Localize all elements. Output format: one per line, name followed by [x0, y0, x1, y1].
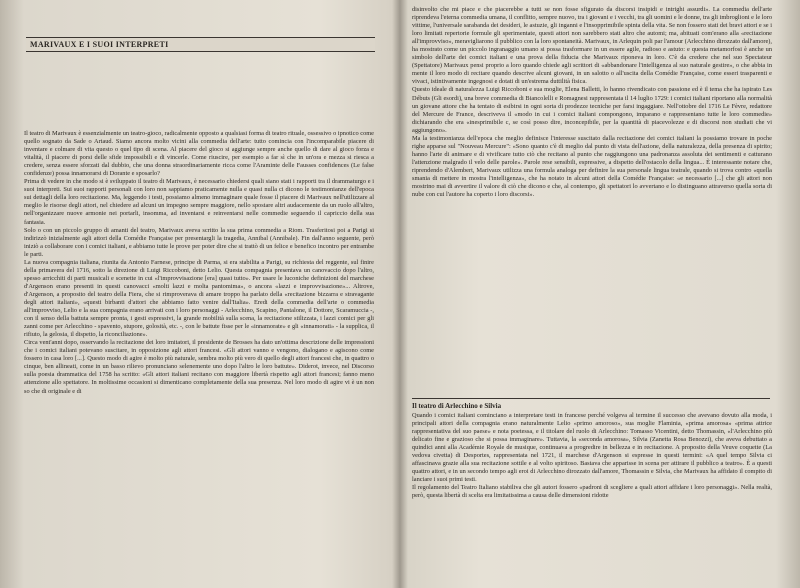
paragraph: Circa vent'anni dopo, osservando la recitazione dei loro imitatori, il presidente de Brosses ha dato un'ottima descrizione delle impressioni che i comici italiani potevano suscitare, in opposizione agli attori francesi. «Gli attori vanno e vengono, dialogano e agiscono come fossero in casa loro [...]. Questo modo di agire è molto più naturale, sembra molto più vero di quello degli attori francesi che, in quattro o cinque, ben allineati, come in un basso rilievo pronunciano selenemente uno dopo l'altro le loro battute». Diderot, invece, nel Discorso sulla poesia drammatica del 1758 ha scritto: «Gli attori italiani recitano con maggiore libertà rispetto agli attori francesi; fanno meno attenzione allo spettatore. In moltissime occasioni si dimenticano completamente della sua presenza. Nel loro modo di agire vi è un non so che di originale e di — [24, 339, 374, 395]
paragraph: Questo ideale di naturalezza Luigi Riccoboni e sua moglie, Elena Balletti, lo hanno rivendicato con passione ed è il tema che ha ispirato Les Débuts (Gli esordi), una breve commedia di Biancolelli e Romagnesi rappresentata il 14 luglio 1729: i comici italiani riportano alla normalità un giovane attore che ha tentato di esibirsi in ogni sorta di prodezze tecniche per farsi ingaggiare. Nell'ottobre del 1716 Le Fèvre, redattore del Mercure de France, descriveva il «modo in cui i comici italiani compongono, imparano e rappresentano tutte le loro commedie» dichiarando che era «inesprimibile c, se così posso dire, inconcepibile, per la quantità di piacevolezze e di discorsi non studiati che vi aggiungono». — [412, 86, 772, 134]
paragraph: La nuova compagnia italiana, riunita da Antonio Farnese, principe di Parma, si era stabilita a Parigi, su richiesta del reggente, sul finire della primavera del 1716, sotto la direzione di Luigi Riccoboni, detto Lelio. Questa compagnia presentava un canovaccio dopo l'altro, spesso arricchiti di parti musicali e scenette in cui «l'improvvisazione [era] quasi tutto». Per usare le luconiche definizioni del marchese d'Argenson erano presenti in questi canovacci «molti lazzi e molta pantomima», o ancora «lazzi e improvvisazione»... Altrove, d'Argenson, a proposito del teatro della Fiera, che si rimproverava di amare troppo ha parlato della «recitazione bizzarra e stravagante degli attori italiani», «questi birbanti d'attori che abbiamo fatto venire dall'Italia». Eredi della commedia dell'arte o commedia all'improvviso, Lelio e la sua compagnia erano arrivati con i loro personaggi - Arlecchino, Scapino, Pantalone, il Dottore, Scaramuccia -, con il senso della battuta sempre pronta, i gesti espressivi, la grande mobilità sulla scena, la recitazione stilizzata, i lazzi comici per gli zanni come per Arlecchino - spavento, stupore, golosità, etc. -, con le battute fisse per le «innamorate» e gli «innamorati» - la supplica, il rifiuto, la gelosia, il dispetto, la riconciliazione». — [24, 258, 374, 339]
paragraph: Il regolamento del Teatro Italiano stabiliva che gli autori fossero «padroni di scegliere a quali attori affidare i loro personaggi». Nella realtà, però, questa libertà di scelta era limitatissima a causa delle dimensioni ridotte — [412, 484, 772, 500]
paragraph: disinvolto che mi piace e che piacerebbe a tutti se non fosse sfigurato da discorsi insipidi e intrighi assurdi». La commedia dell'arte riprendeva l'eterna commedia umana, il conflitto, sempre nuovo, tra i giovani e i vecchi, tra gli uomini e le donne, tra gli imbroglioni e le loro vittime, l'universale sarabanda dei desideri, le astuzie, gli inganni e l'insopprimibile spinta della vita. Se non fossero stati dei bravi attori e se i loro limitati repertorie formule gli sperimentate, questi attori non sarebbero stati altro che automi; ma, abituati com'erano alla «recitazione all'improvviso», meravigliarono il pubblico con la loro spontaneità. Marivaux, in Arlequin poli par l'amour (Arlecchino dirozzato dall'amore), ha mostrato come un piccolo ingranaggio umano si possa trasformare in un essere agile, radioso e astuto: e questa metamorfosi è anche un simbolo dell'arte dei comici italiani e una prova della fiducia che Marivaux riponeva in loro. C'è da credere che nel suo Spectateur (Spettatore) Marivaux pensi proprio a loro quando chiede agli scrittori di «abbandonare l'intelligenza al suo naturale gestire», o che abbia in mente il loro modo di recitare quando descrive alcuni giovani, in un salotto o all'uscita della Comédie Française, come esseri trasparenti e vivaci, istintivamente ingegnosi e dotati di un'estrema duttilità fisica. — [412, 6, 772, 86]
left-body — [24, 130, 374, 396]
left-page — [0, 0, 398, 588]
paragraph: Prima di vedere in che modo si è sviluppato il teatro di Marivaux, è necessario chiedersi quali siano stati i rapporti tra il drammaturgo e i suoi interpreti. Sui suoi rapporti personali con loro non sappiamo praticamente nulla e quasi nulla ci dicono le testimonianze dell'epoca sui dettagli della loro recitazione. Ma, leggendo i testi, possiamo almeno immaginare quale fosse il piacere di Marivaux nell'utilizzare al meglio le risorse degli attori, nel chiedere ad alcuni un impegno sempre maggiore, nello spostare altri audacemente da un ruolo all'altro, nell'organizzare nuove armonie nei portarli, insomma, ad inventarsi e reinventarsi nelle commedie seguendo il capriccio della sua fantasia. — [24, 178, 374, 226]
paragraph: Quando i comici italiani cominciano a interpretare testi in francese perché volgeva al termine il successo che avevano dovuto alla moda, i principali attori della compagnia erano naturalmente Lelio «primo amoroso», sua moglie Flaminia, «prima amorosa» «prima attrice rappresentativa del suo paese» e nota poetessa, e il titolare del ruolo di Arlecchino: Tomasso Vicentini, detto Thomassin, «l'Arlecchino più delicato fine e grazioso che si possa immaginare». Tuttavia, la «seconda amorosa», Silvia (Zanetta Rosa Benozzi), che aveva debuttato a quindici anni alla Académie Royale de musique, continuava a progredire in bellezza e in recitazione. A proposito della Veuve coquette (La vedova civetta) di Desportes, rappresentata nel 1721, il marchese d'Argenson si espresse in questi termini: «A quel tempo Silvia ci affascinava grazie alla sua recitazione sottile e al volto spiritoso. Bastava che apparisse in scena per attirare il pubblico a teatro». È a questi quattro attori, e in un secondo tempo agli eroi di Arlecchino dirozzato dall'amore, Thomassin e Silvia, che Marivaux ha affidato il compito di lanciare i suoi primi testi. — [412, 412, 772, 484]
paragraph: Ma la testimonianza dell'epoca che meglio definisce l'interesse suscitato dalla recitazione dei comici italiani la possiamo trovare in poche righe apparse sul "Nouveau Mercure": «Sono quanto c'è di meglio dal punto di vista dell'azione, della naturalezza, della presenza di spirito; hanno l'arte di animare e di vivificare tutto ciò che recitano al punto che raggiungono una padronanza assoluta dei sentimenti e catturano l'attenzione malgrado il velo delle parole». Parole rese sensibili, espressive, a dispetto dell'ostacolo della lingua... È interessante notare che, riprendendo d'Alembert, Marivaux utilizza una formula analoga per definire la sua personale lingua teatrale, quando si trova contro «quella smania di mettere in mostra l'intelligenza», che ha notato in alcuni attori della Comédie Française: «e necessario [...] che gli attori non mostrino mai di avvertire il valore di ciò che dicono e che, al contempo, gli spettatori lo avvertano e lo distinguano attraverso quella sorta di nube con cui l'autore ha coperto i loro discorsi». — [412, 134, 772, 199]
right-body-top — [412, 6, 772, 199]
paragraph: Il teatro di Marivaux è essenzialmente un teatro-gioco, radicalmente opposto a qualsiasi forma di teatro rituale, ossessivo o ipnotico come quello sognato da Sade o Artaud. Siamo ancora molto vicini alla commedia dell'arte: tutto comincia con l'incomparabile piacere di inventare e colmare di vita questo o quel tipo di scena. Al piacere del gioco si aggiunge sempre anche quello di dare al gioco forza e vitalità, il piacere di porsi delle sfide impossibili e di vincerle. Come riuscire, per esempio a far sì che in un'ora e mezza si riesca a credere, senza essere sforzati dal dubbio, che una donna straordinariamente ricca come l'Araminte delle Fausses confidences (Le false confidenze) possa innamorarsi di Dorante e sposarlo? — [24, 130, 374, 178]
sub-heading: Il teatro di Arlecchino e Silvia — [412, 398, 770, 410]
paragraph: Solo o con un piccolo gruppo di amanti del teatro, Marivaux aveva scritto la sua prima commedia a Riom. Trasferitosi poi a Parigi si indirizzò inizialmente agli attori della Comédie Française per presentargli la tragedia, Annibal (Annibale). Fin dall'anno seguente, però iniziò a collaborare con i comici italiani, e abbiamo tutte le prove per poter dire che si trattò di un felice e benefico incontro per entrambe le parti. — [24, 226, 374, 258]
section-header: MARIVAUX E I SUOI INTERPRETI — [26, 37, 375, 52]
right-page — [402, 0, 800, 588]
right-body-bottom — [412, 412, 772, 501]
